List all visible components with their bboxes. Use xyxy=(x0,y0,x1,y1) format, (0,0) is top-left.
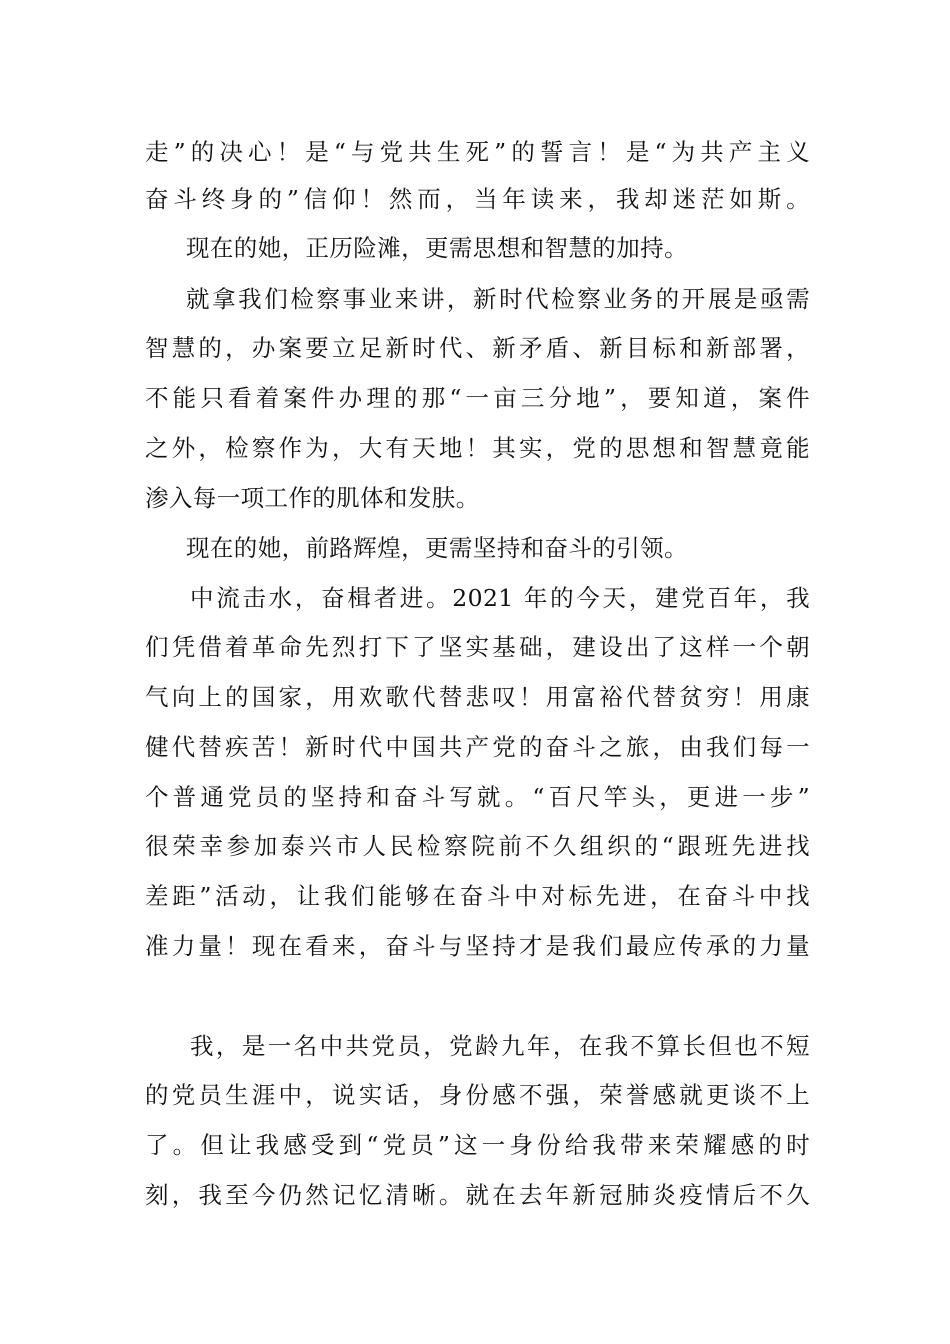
text-line: 气向上的国家，用欢歌代替悲叹！用富裕代替贫穷！用康 xyxy=(145,683,810,711)
paragraph-first-line: 现在的她，前路辉煌，更需坚持和奋斗的引领。 xyxy=(186,534,688,562)
text-line: 个普通党员的坚持和奋斗写就。“百尺竿头，更进一步” xyxy=(145,783,810,811)
paragraph-first-line: 我，是一名中共党员，党龄九年，在我不算长但也不短 xyxy=(190,1032,810,1060)
text-line: 走”的决心！是“与党共生死”的誓言！是“为共产主义 xyxy=(145,138,810,166)
text-line: 健代替疾苦！新时代中国共产党的奋斗之旅，由我们每一 xyxy=(145,733,810,761)
text-line: 之外，检察作为，大有天地！其实，党的思想和智慧竟能 xyxy=(145,434,810,462)
text-line: 很荣幸参加泰兴市人民检察院前不久组织的“跟班先进找 xyxy=(145,832,810,860)
text-line: 渗入每一项工作的肌体和发肤。 xyxy=(145,484,480,512)
text-line: 们凭借着革命先烈打下了坚实基础，建设出了这样一个朝 xyxy=(145,633,810,661)
paragraph-first-line: 中流击水，奋楫者进。2021 年的今天，建党百年，我 xyxy=(190,584,810,612)
text-line: 了。但让我感受到“党员”这一身份给我带来荣耀感的时 xyxy=(145,1131,810,1159)
text-line: 差距”活动，让我们能够在奋斗中对标先进，在奋斗中找 xyxy=(145,882,810,910)
text-line: 不能只看着案件办理的那“一亩三分地”，要知道，案件 xyxy=(145,384,810,412)
text-line: 刻，我至今仍然记忆清晰。就在去年新冠肺炎疫情后不久 xyxy=(145,1181,810,1209)
text-line: 准力量！现在看来，奋斗与坚持才是我们最应传承的力量 xyxy=(145,932,810,960)
paragraph-first-line: 就拿我们检察事业来讲，新时代检察业务的开展是亟需 xyxy=(186,285,810,313)
text-line: 智慧的，办案要立足新时代、新矛盾、新目标和新部署， xyxy=(145,334,810,362)
text-line: 奋斗终身的”信仰！然而，当年读来，我却迷茫如斯。 xyxy=(145,185,810,213)
paragraph-first-line: 现在的她，正历险滩，更需思想和智慧的加持。 xyxy=(186,234,688,262)
text-line: 的党员生涯中，说实话，身份感不强，荣誉感就更谈不上 xyxy=(145,1081,810,1109)
